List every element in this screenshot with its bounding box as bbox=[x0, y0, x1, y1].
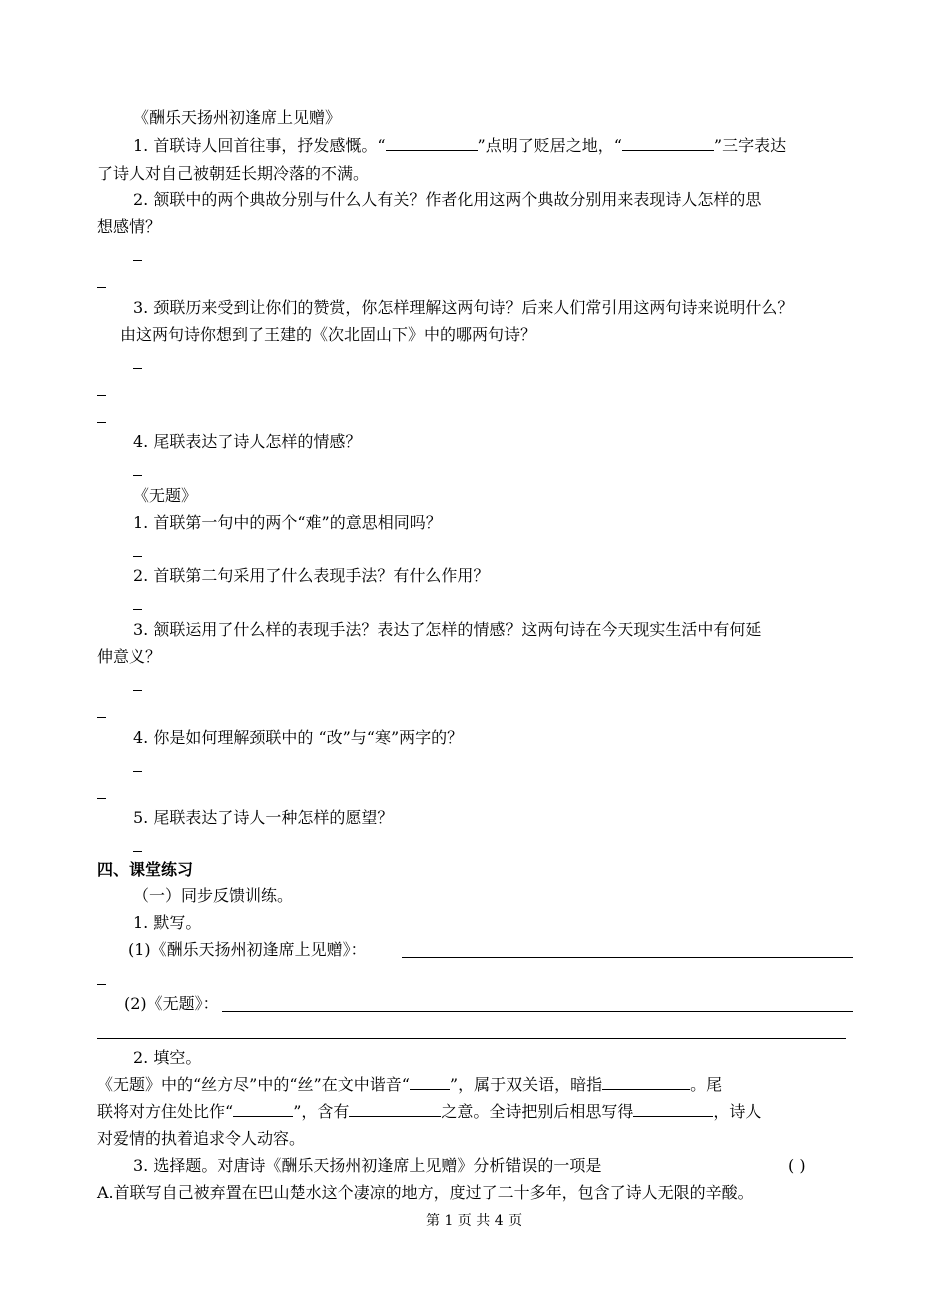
fill-text: 《无题》中的“丝方尽”中的“丝”在文中谐音“ bbox=[97, 1075, 410, 1094]
item-dictation: 1. 默写。 bbox=[133, 913, 202, 932]
poem2-q2: 2. 首联第二句采用了什么表现手法？有什么作用？ bbox=[133, 566, 490, 585]
answer-line[interactable] bbox=[133, 368, 142, 369]
answer-line[interactable] bbox=[133, 556, 142, 557]
answer-line[interactable] bbox=[133, 609, 142, 610]
poem2-title: 《无题》 bbox=[133, 486, 198, 505]
answer-line[interactable] bbox=[133, 851, 142, 852]
poem2-q3-line1: 3. 颔联运用了什么样的表现手法？表达了怎样的情感？这两句诗在今天现实生活中有何延 bbox=[133, 620, 762, 639]
poem2-q3-line2: 伸意义？ bbox=[97, 647, 162, 666]
answer-blank[interactable] bbox=[233, 1102, 293, 1117]
fill-line3: 对爱情的执着追求令人动容。 bbox=[97, 1129, 306, 1148]
answer-line[interactable] bbox=[97, 395, 106, 396]
dictation-1-label: (1)《酬乐天扬州初逢席上见赠》： bbox=[128, 940, 367, 959]
answer-blank[interactable] bbox=[622, 136, 714, 151]
poem1-q1-line1 bbox=[133, 136, 786, 156]
answer-blank[interactable] bbox=[633, 1102, 713, 1117]
subsection-title: （一）同步反馈训练。 bbox=[133, 886, 294, 905]
poem1-q2-line2: 想感情？ bbox=[97, 217, 162, 236]
poem2-q1: 1. 首联第一句中的两个“难”的意思相同吗？ bbox=[133, 513, 442, 532]
poem2-q5: 5. 尾联表达了诗人一种怎样的愿望？ bbox=[133, 808, 394, 827]
answer-blank[interactable] bbox=[386, 136, 478, 151]
fill-line2 bbox=[97, 1102, 761, 1122]
poem1-title: 《酬乐天扬州初逢席上见赠》 bbox=[133, 108, 342, 127]
answer-line[interactable] bbox=[133, 260, 142, 261]
poem1-q4: 4. 尾联表达了诗人怎样的情感？ bbox=[133, 432, 362, 451]
poem1-q3-line2: 由这两句诗你想到了王建的《次北固山下》中的哪两句诗？ bbox=[120, 325, 537, 344]
answer-line[interactable] bbox=[133, 690, 142, 691]
answer-line[interactable] bbox=[97, 798, 106, 799]
answer-blank[interactable] bbox=[410, 1075, 450, 1090]
answer-line[interactable] bbox=[97, 422, 106, 423]
poem1-q1-text-b: ”点明了贬居之地，“ bbox=[477, 136, 622, 155]
answer-line[interactable] bbox=[97, 984, 106, 985]
answer-line[interactable] bbox=[97, 1038, 846, 1039]
dictation-2-label: (2)《无题》： bbox=[124, 994, 219, 1013]
fill-text: 联将对方住处比作“ bbox=[97, 1102, 234, 1121]
poem1-q3-line1: 3. 颈联历来受到让你们的赞赏，你怎样理解这两句诗？后来人们常引用这两句诗来说明什么？ bbox=[133, 298, 794, 317]
page-footer: 第 1 页 共 4 页 bbox=[426, 1213, 523, 1229]
answer-blank[interactable] bbox=[349, 1102, 441, 1117]
answer-line[interactable] bbox=[97, 287, 106, 288]
item-choice: 3. 选择题。对唐诗《酬乐天扬州初逢席上见赠》分析错误的一项是 bbox=[133, 1156, 602, 1175]
answer-line[interactable] bbox=[222, 1011, 853, 1012]
poem1-q1-text-c: ”三字表达 bbox=[713, 136, 787, 155]
fill-line1 bbox=[97, 1075, 722, 1095]
answer-blank[interactable] bbox=[602, 1075, 690, 1090]
answer-line[interactable] bbox=[133, 475, 142, 476]
item-fill: 2. 填空。 bbox=[133, 1048, 202, 1067]
poem1-q2-line1: 2. 颔联中的两个典故分别与什么人有关？作者化用这两个典故分别用来表现诗人怎样的思 bbox=[133, 190, 762, 209]
poem1-q1-line2: 了诗人对自己被朝廷长期冷落的不满。 bbox=[97, 164, 370, 183]
section-heading: 四、课堂练习 bbox=[97, 860, 194, 879]
fill-text: 。尾 bbox=[690, 1075, 723, 1094]
option-a[interactable]: A.首联写自己被弃置在巴山楚水这个凄凉的地方，度过了二十多年，包含了诗人无限的辛酸。 bbox=[97, 1183, 754, 1202]
fill-text: ，诗人 bbox=[713, 1102, 762, 1121]
answer-parentheses[interactable]: ( ) bbox=[788, 1156, 806, 1175]
fill-text: ”，含有 bbox=[293, 1102, 350, 1121]
answer-line[interactable] bbox=[402, 957, 853, 958]
fill-text: 之意。全诗把别后相思写得 bbox=[441, 1102, 634, 1121]
answer-line[interactable] bbox=[133, 771, 142, 772]
poem2-q4: 4. 你是如何理解颈联中的 “改”与“寒”两字的？ bbox=[133, 728, 464, 747]
poem1-q1-text-a: 1. 首联诗人回首往事，抒发感慨。“ bbox=[133, 136, 386, 155]
fill-text: ”，属于双关语，暗指 bbox=[449, 1075, 603, 1094]
answer-line[interactable] bbox=[97, 717, 106, 718]
